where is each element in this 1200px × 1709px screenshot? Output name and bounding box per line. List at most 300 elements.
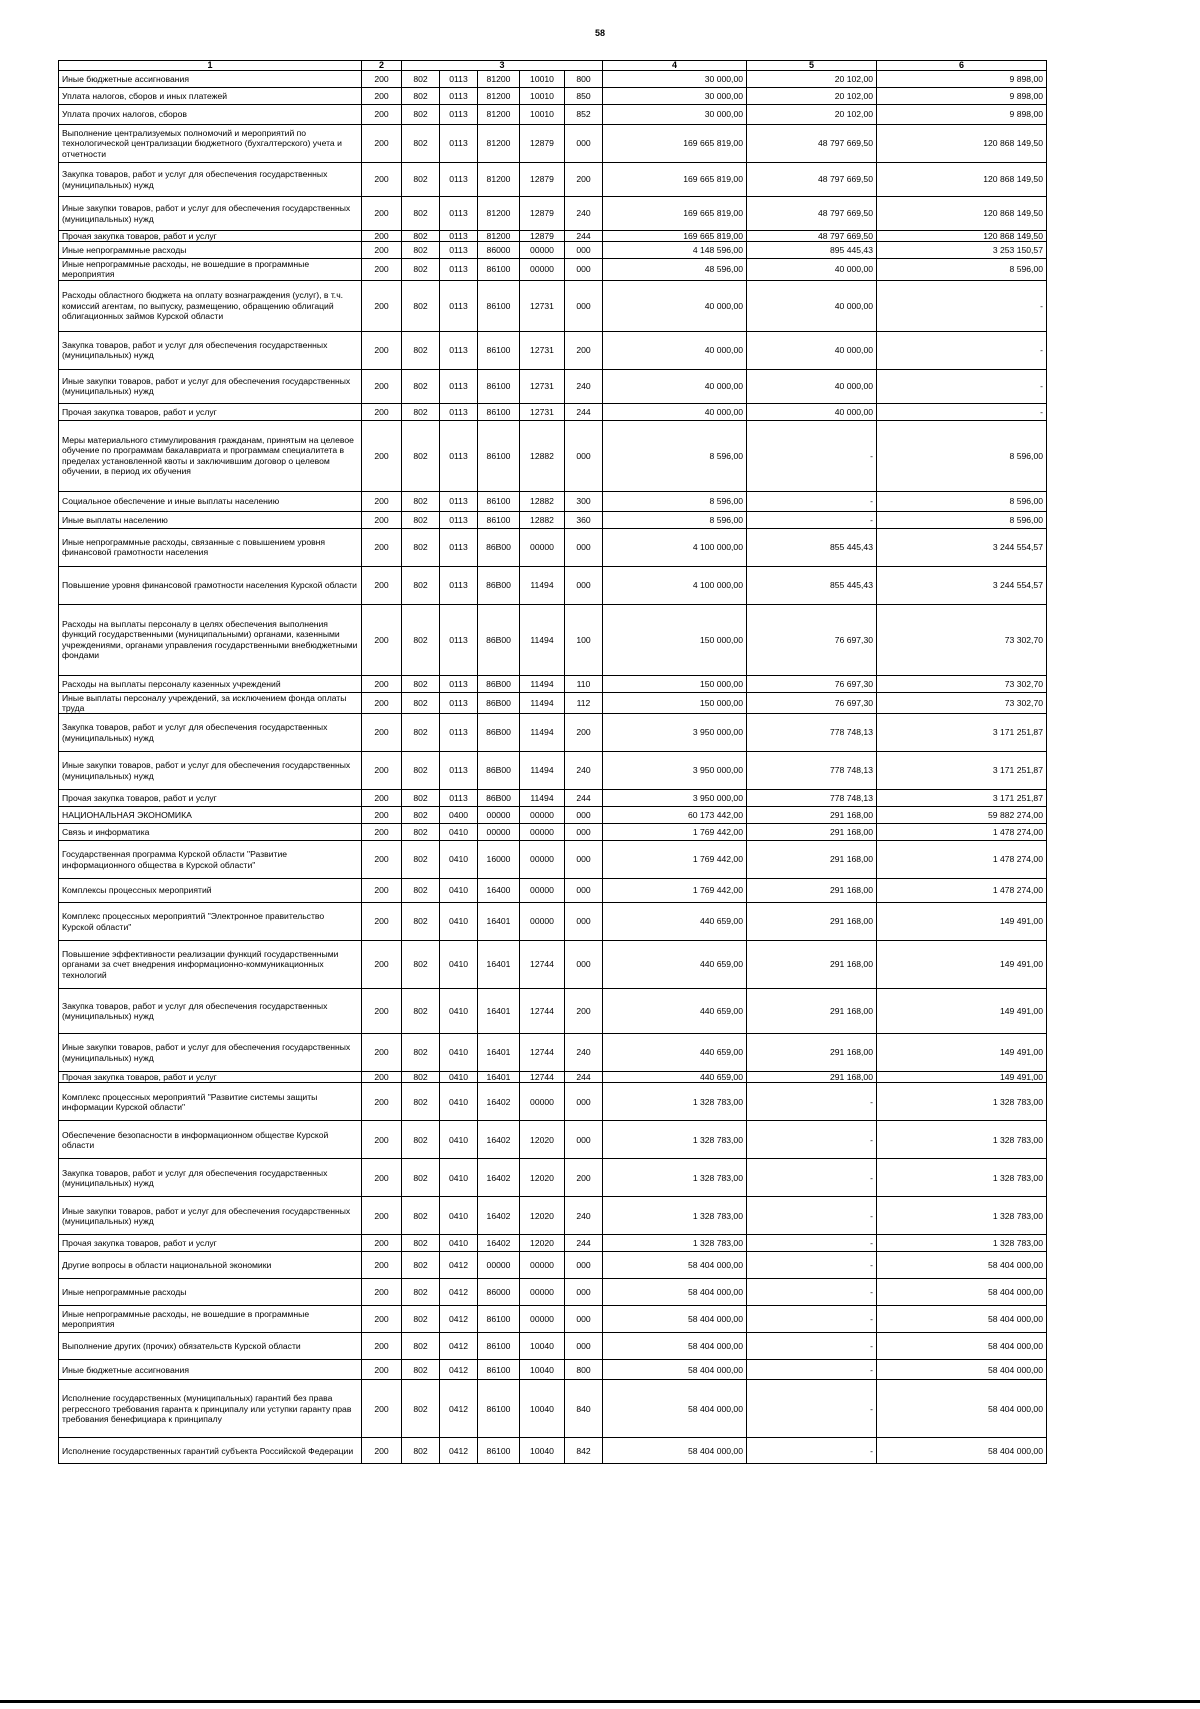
- program-code: 86000: [478, 242, 520, 259]
- amount-col6: 8 596,00: [877, 259, 1047, 280]
- table-header-row: [59, 61, 1047, 71]
- amount-col6: 3 244 554,57: [877, 528, 1047, 566]
- amount-col6: 120 868 149,50: [877, 163, 1047, 197]
- amount-col4: 440 659,00: [603, 903, 747, 941]
- table-row: [59, 197, 1047, 231]
- col2-code: 200: [362, 1279, 402, 1306]
- col2-code: 200: [362, 163, 402, 197]
- direction-code: 00000: [520, 1279, 565, 1306]
- direction-code: 10040: [520, 1333, 565, 1360]
- col2-code: 200: [362, 1333, 402, 1360]
- direction-code: 10040: [520, 1360, 565, 1380]
- amount-col5: -: [747, 491, 877, 511]
- expense-type-code: 000: [565, 1083, 603, 1121]
- col2-code: 200: [362, 714, 402, 752]
- amount-col5: 291 168,00: [747, 879, 877, 903]
- amount-col4: 1 769 442,00: [603, 879, 747, 903]
- col2-code: 200: [362, 369, 402, 403]
- amount-col4: 8 596,00: [603, 511, 747, 528]
- table-row: [59, 1306, 1047, 1333]
- program-code: 86100: [478, 259, 520, 280]
- chief-admin-code: 802: [402, 1306, 440, 1333]
- amount-col4: 30 000,00: [603, 88, 747, 105]
- chief-admin-code: 802: [402, 1197, 440, 1235]
- row-description: Повышение уровня финансовой грамотности населения Курской области: [59, 566, 362, 604]
- amount-col5: 76 697,30: [747, 675, 877, 692]
- amount-col5: 778 748,13: [747, 790, 877, 807]
- table-row: [59, 1197, 1047, 1235]
- col2-code: 200: [362, 903, 402, 941]
- row-description: Закупка товаров, работ и услуг для обеспечения государственных (муниципальных) нужд: [59, 331, 362, 369]
- direction-code: 12731: [520, 369, 565, 403]
- expense-type-code: 000: [565, 1333, 603, 1360]
- program-code: 86B00: [478, 566, 520, 604]
- amount-col4: 4 100 000,00: [603, 528, 747, 566]
- direction-code: 12744: [520, 941, 565, 989]
- amount-col4: 1 328 783,00: [603, 1235, 747, 1252]
- program-code: 86100: [478, 1333, 520, 1360]
- amount-col6: 58 404 000,00: [877, 1333, 1047, 1360]
- program-code: 86B00: [478, 752, 520, 790]
- expense-type-code: 300: [565, 491, 603, 511]
- amount-col6: 8 596,00: [877, 491, 1047, 511]
- amount-col4: 40 000,00: [603, 331, 747, 369]
- expense-type-code: 000: [565, 1306, 603, 1333]
- budget-table-wrapper: [58, 60, 1047, 1464]
- amount-col6: 73 302,70: [877, 604, 1047, 675]
- program-code: 86100: [478, 491, 520, 511]
- amount-col5: 40 000,00: [747, 403, 877, 420]
- program-code: 86100: [478, 403, 520, 420]
- program-code: 16402: [478, 1121, 520, 1159]
- expense-type-code: 000: [565, 903, 603, 941]
- section-code: 0113: [440, 242, 478, 259]
- amount-col6: -: [877, 331, 1047, 369]
- program-code: 16401: [478, 941, 520, 989]
- amount-col5: -: [747, 1252, 877, 1279]
- amount-col5: 291 168,00: [747, 1072, 877, 1083]
- amount-col4: 40 000,00: [603, 403, 747, 420]
- section-code: 0410: [440, 1121, 478, 1159]
- amount-col5: 778 748,13: [747, 752, 877, 790]
- amount-col5: 855 445,43: [747, 566, 877, 604]
- row-description: Уплата прочих налогов, сборов: [59, 105, 362, 125]
- col2-code: 200: [362, 420, 402, 491]
- amount-col5: -: [747, 1360, 877, 1380]
- program-code: 00000: [478, 1252, 520, 1279]
- section-code: 0410: [440, 1083, 478, 1121]
- direction-code: 11494: [520, 752, 565, 790]
- amount-col5: -: [747, 1380, 877, 1438]
- section-code: 0113: [440, 491, 478, 511]
- amount-col4: 150 000,00: [603, 692, 747, 713]
- amount-col6: 1 478 274,00: [877, 879, 1047, 903]
- section-code: 0412: [440, 1360, 478, 1380]
- amount-col4: 8 596,00: [603, 420, 747, 491]
- col2-code: 200: [362, 1034, 402, 1072]
- row-description: Иные закупки товаров, работ и услуг для обеспечения государственных (муниципальных) нужд: [59, 752, 362, 790]
- amount-col5: 40 000,00: [747, 280, 877, 331]
- amount-col5: -: [747, 1333, 877, 1360]
- amount-col6: 8 596,00: [877, 511, 1047, 528]
- table-row: [59, 566, 1047, 604]
- section-code: 0412: [440, 1252, 478, 1279]
- table-row: [59, 604, 1047, 675]
- section-code: 0113: [440, 231, 478, 242]
- amount-col5: 40 000,00: [747, 369, 877, 403]
- direction-code: 00000: [520, 879, 565, 903]
- section-code: 0113: [440, 420, 478, 491]
- amount-col5: 76 697,30: [747, 604, 877, 675]
- amount-col4: 60 173 442,00: [603, 807, 747, 824]
- expense-type-code: 240: [565, 197, 603, 231]
- direction-code: 00000: [520, 903, 565, 941]
- amount-col4: 440 659,00: [603, 1072, 747, 1083]
- col2-code: 200: [362, 1360, 402, 1380]
- header-col-2: 2: [362, 61, 402, 71]
- chief-admin-code: 802: [402, 331, 440, 369]
- col2-code: 200: [362, 879, 402, 903]
- amount-col4: 4 100 000,00: [603, 566, 747, 604]
- amount-col4: 30 000,00: [603, 71, 747, 88]
- chief-admin-code: 802: [402, 790, 440, 807]
- program-code: 86100: [478, 1306, 520, 1333]
- amount-col6: 58 404 000,00: [877, 1438, 1047, 1464]
- section-code: 0113: [440, 88, 478, 105]
- expense-type-code: 240: [565, 369, 603, 403]
- amount-col4: 4 148 596,00: [603, 242, 747, 259]
- chief-admin-code: 802: [402, 280, 440, 331]
- direction-code: 12731: [520, 403, 565, 420]
- expense-type-code: 244: [565, 1235, 603, 1252]
- col2-code: 200: [362, 1121, 402, 1159]
- row-description: Комплекс процессных мероприятий "Развитие системы защиты информации Курской области": [59, 1083, 362, 1121]
- amount-col6: -: [877, 280, 1047, 331]
- amount-col5: 291 168,00: [747, 807, 877, 824]
- chief-admin-code: 802: [402, 1438, 440, 1464]
- chief-admin-code: 802: [402, 1083, 440, 1121]
- chief-admin-code: 802: [402, 1279, 440, 1306]
- expense-type-code: 000: [565, 242, 603, 259]
- amount-col5: -: [747, 1235, 877, 1252]
- col2-code: 200: [362, 528, 402, 566]
- expense-type-code: 842: [565, 1438, 603, 1464]
- amount-col4: 58 404 000,00: [603, 1306, 747, 1333]
- col2-code: 200: [362, 125, 402, 163]
- table-row: [59, 105, 1047, 125]
- section-code: 0113: [440, 259, 478, 280]
- program-code: 81200: [478, 105, 520, 125]
- amount-col4: 3 950 000,00: [603, 752, 747, 790]
- row-description: Иные непрограммные расходы: [59, 1279, 362, 1306]
- table-row: [59, 88, 1047, 105]
- section-code: 0412: [440, 1279, 478, 1306]
- table-row: [59, 879, 1047, 903]
- amount-col5: -: [747, 1159, 877, 1197]
- amount-col6: 3 171 251,87: [877, 790, 1047, 807]
- table-row: [59, 692, 1047, 713]
- amount-col5: 40 000,00: [747, 259, 877, 280]
- section-code: 0410: [440, 1197, 478, 1235]
- expense-type-code: 200: [565, 989, 603, 1034]
- col2-code: 200: [362, 941, 402, 989]
- program-code: 81200: [478, 71, 520, 88]
- row-description: Прочая закупка товаров, работ и услуг: [59, 790, 362, 807]
- direction-code: 00000: [520, 824, 565, 841]
- row-description: Иные непрограммные расходы, связанные с повышением уровня финансовой грамотности населения: [59, 528, 362, 566]
- direction-code: 12882: [520, 420, 565, 491]
- direction-code: 11494: [520, 604, 565, 675]
- row-description: Связь и информатика: [59, 824, 362, 841]
- row-description: Расходы на выплаты персоналу в целях обеспечения выполнения функций государственными (муниципальными) органами, казенными учреждениями, органами управления государственными внебюджетными фондами: [59, 604, 362, 675]
- expense-type-code: 240: [565, 1197, 603, 1235]
- expense-type-code: 110: [565, 675, 603, 692]
- row-description: Меры материального стимулирования гражданам, принятым на целевое обучение по программам бакалавриата и программам специалитета в пределах установленной квоты и заключившим договор о целевом обучении, в период их обучения: [59, 420, 362, 491]
- table-row: [59, 752, 1047, 790]
- section-code: 0410: [440, 941, 478, 989]
- section-code: 0113: [440, 528, 478, 566]
- col2-code: 200: [362, 824, 402, 841]
- col2-code: 200: [362, 1380, 402, 1438]
- col2-code: 200: [362, 752, 402, 790]
- amount-col5: 20 102,00: [747, 71, 877, 88]
- chief-admin-code: 802: [402, 1034, 440, 1072]
- row-description: Иные закупки товаров, работ и услуг для обеспечения государственных (муниципальных) нужд: [59, 197, 362, 231]
- amount-col6: 1 478 274,00: [877, 841, 1047, 879]
- amount-col4: 440 659,00: [603, 1034, 747, 1072]
- row-description: Комплекс процессных мероприятий "Электронное правительство Курской области": [59, 903, 362, 941]
- col2-code: 200: [362, 242, 402, 259]
- amount-col6: 9 898,00: [877, 88, 1047, 105]
- col2-code: 200: [362, 403, 402, 420]
- section-code: 0113: [440, 331, 478, 369]
- expense-type-code: 000: [565, 824, 603, 841]
- row-description: Прочая закупка товаров, работ и услуг: [59, 1235, 362, 1252]
- expense-type-code: 800: [565, 1360, 603, 1380]
- expense-type-code: 000: [565, 420, 603, 491]
- col2-code: 200: [362, 1235, 402, 1252]
- table-row: [59, 71, 1047, 88]
- table-row: [59, 163, 1047, 197]
- chief-admin-code: 802: [402, 807, 440, 824]
- row-description: НАЦИОНАЛЬНАЯ ЭКОНОМИКА: [59, 807, 362, 824]
- section-code: 0410: [440, 1159, 478, 1197]
- chief-admin-code: 802: [402, 511, 440, 528]
- amount-col6: 1 328 783,00: [877, 1235, 1047, 1252]
- chief-admin-code: 802: [402, 989, 440, 1034]
- chief-admin-code: 802: [402, 259, 440, 280]
- section-code: 0113: [440, 714, 478, 752]
- direction-code: 12020: [520, 1121, 565, 1159]
- amount-col4: 40 000,00: [603, 280, 747, 331]
- chief-admin-code: 802: [402, 604, 440, 675]
- row-description: Исполнение государственных (муниципальных) гарантий без права регрессного требования гаранта к принципалу или уступки гаранту прав требования бенефициара к принципалу: [59, 1380, 362, 1438]
- amount-col6: 58 404 000,00: [877, 1380, 1047, 1438]
- program-code: 16402: [478, 1235, 520, 1252]
- chief-admin-code: 802: [402, 675, 440, 692]
- amount-col6: 73 302,70: [877, 675, 1047, 692]
- table-row: [59, 511, 1047, 528]
- table-row: [59, 1159, 1047, 1197]
- expense-type-code: 000: [565, 841, 603, 879]
- row-description: Расходы областного бюджета на оплату вознаграждения (услуг), в т.ч. комиссий агентам, по выпуску, размещению, обращению облигаций облигационных займов Курской области: [59, 280, 362, 331]
- expense-type-code: 200: [565, 163, 603, 197]
- col2-code: 200: [362, 331, 402, 369]
- chief-admin-code: 802: [402, 692, 440, 713]
- direction-code: 12731: [520, 280, 565, 331]
- table-row: [59, 491, 1047, 511]
- program-code: 86B00: [478, 528, 520, 566]
- amount-col4: 58 404 000,00: [603, 1279, 747, 1306]
- amount-col6: 149 491,00: [877, 989, 1047, 1034]
- amount-col5: 291 168,00: [747, 941, 877, 989]
- direction-code: 12744: [520, 1072, 565, 1083]
- page-number: 58: [594, 28, 605, 38]
- expense-type-code: 000: [565, 280, 603, 331]
- row-description: Иные выплаты персоналу учреждений, за исключением фонда оплаты труда: [59, 692, 362, 713]
- section-code: 0410: [440, 903, 478, 941]
- row-description: Иные непрограммные расходы, не вошедшие в программные мероприятия: [59, 1306, 362, 1333]
- direction-code: 12879: [520, 197, 565, 231]
- chief-admin-code: 802: [402, 1252, 440, 1279]
- amount-col4: 440 659,00: [603, 941, 747, 989]
- direction-code: 12020: [520, 1159, 565, 1197]
- program-code: 81200: [478, 88, 520, 105]
- section-code: 0113: [440, 105, 478, 125]
- expense-type-code: 240: [565, 752, 603, 790]
- header-col-4: 4: [603, 61, 747, 71]
- direction-code: 12020: [520, 1235, 565, 1252]
- expense-type-code: 200: [565, 331, 603, 369]
- program-code: 86100: [478, 369, 520, 403]
- chief-admin-code: 802: [402, 879, 440, 903]
- header-col-5: 5: [747, 61, 877, 71]
- amount-col6: 3 253 150,57: [877, 242, 1047, 259]
- section-code: 0400: [440, 807, 478, 824]
- expense-type-code: 200: [565, 1159, 603, 1197]
- amount-col5: -: [747, 1121, 877, 1159]
- program-code: 86B00: [478, 790, 520, 807]
- direction-code: 00000: [520, 841, 565, 879]
- section-code: 0113: [440, 197, 478, 231]
- amount-col4: 58 404 000,00: [603, 1360, 747, 1380]
- amount-col5: -: [747, 1083, 877, 1121]
- chief-admin-code: 802: [402, 197, 440, 231]
- col2-code: 200: [362, 491, 402, 511]
- direction-code: 11494: [520, 790, 565, 807]
- chief-admin-code: 802: [402, 841, 440, 879]
- amount-col4: 1 769 442,00: [603, 841, 747, 879]
- amount-col5: -: [747, 420, 877, 491]
- table-row: [59, 1235, 1047, 1252]
- header-col-6: 6: [877, 61, 1047, 71]
- amount-col6: 58 404 000,00: [877, 1306, 1047, 1333]
- col2-code: 200: [362, 1438, 402, 1464]
- direction-code: 00000: [520, 1306, 565, 1333]
- row-description: Повышение эффективности реализации функций государственными органами за счет внедрения информационно-коммуникационных технологий: [59, 941, 362, 989]
- header-col-1: 1: [59, 61, 362, 71]
- amount-col5: -: [747, 511, 877, 528]
- section-code: 0113: [440, 790, 478, 807]
- direction-code: 12744: [520, 1034, 565, 1072]
- chief-admin-code: 802: [402, 242, 440, 259]
- amount-col4: 58 404 000,00: [603, 1252, 747, 1279]
- amount-col4: 1 328 783,00: [603, 1121, 747, 1159]
- chief-admin-code: 802: [402, 1235, 440, 1252]
- program-code: 16401: [478, 903, 520, 941]
- amount-col4: 58 404 000,00: [603, 1380, 747, 1438]
- chief-admin-code: 802: [402, 941, 440, 989]
- amount-col4: 1 328 783,00: [603, 1159, 747, 1197]
- section-code: 0113: [440, 163, 478, 197]
- row-description: Закупка товаров, работ и услуг для обеспечения государственных (муниципальных) нужд: [59, 714, 362, 752]
- amount-col4: 169 665 819,00: [603, 197, 747, 231]
- amount-col5: -: [747, 1279, 877, 1306]
- direction-code: 11494: [520, 675, 565, 692]
- table-row: [59, 369, 1047, 403]
- amount-col6: 9 898,00: [877, 105, 1047, 125]
- col2-code: 200: [362, 1072, 402, 1083]
- expense-type-code: 000: [565, 807, 603, 824]
- chief-admin-code: 802: [402, 105, 440, 125]
- direction-code: 10040: [520, 1380, 565, 1438]
- col2-code: 200: [362, 1252, 402, 1279]
- program-code: 86000: [478, 1279, 520, 1306]
- amount-col6: 149 491,00: [877, 903, 1047, 941]
- amount-col6: 58 404 000,00: [877, 1252, 1047, 1279]
- expense-type-code: 244: [565, 231, 603, 242]
- program-code: 00000: [478, 807, 520, 824]
- amount-col4: 48 596,00: [603, 259, 747, 280]
- chief-admin-code: 802: [402, 1360, 440, 1380]
- expense-type-code: 100: [565, 604, 603, 675]
- table-row: [59, 824, 1047, 841]
- amount-col4: 1 328 783,00: [603, 1197, 747, 1235]
- amount-col6: 59 882 274,00: [877, 807, 1047, 824]
- row-description: Расходы на выплаты персоналу казенных учреждений: [59, 675, 362, 692]
- table-row: [59, 903, 1047, 941]
- amount-col6: 1 328 783,00: [877, 1159, 1047, 1197]
- section-code: 0410: [440, 879, 478, 903]
- amount-col5: 778 748,13: [747, 714, 877, 752]
- amount-col6: 1 328 783,00: [877, 1121, 1047, 1159]
- budget-table: [58, 60, 1047, 1464]
- section-code: 0410: [440, 1072, 478, 1083]
- row-description: Иные бюджетные ассигнования: [59, 1360, 362, 1380]
- col2-code: 200: [362, 280, 402, 331]
- table-row: [59, 714, 1047, 752]
- col2-code: 200: [362, 790, 402, 807]
- section-code: 0113: [440, 403, 478, 420]
- row-description: Закупка товаров, работ и услуг для обеспечения государственных (муниципальных) нужд: [59, 1159, 362, 1197]
- expense-type-code: 800: [565, 71, 603, 88]
- amount-col5: 291 168,00: [747, 1034, 877, 1072]
- row-description: Другие вопросы в области национальной экономики: [59, 1252, 362, 1279]
- section-code: 0412: [440, 1306, 478, 1333]
- table-row: [59, 242, 1047, 259]
- col2-code: 200: [362, 105, 402, 125]
- section-code: 0113: [440, 125, 478, 163]
- amount-col6: 149 491,00: [877, 941, 1047, 989]
- table-row: [59, 841, 1047, 879]
- section-code: 0113: [440, 280, 478, 331]
- direction-code: 10010: [520, 105, 565, 125]
- row-description: Социальное обеспечение и иные выплаты населению: [59, 491, 362, 511]
- table-row: [59, 941, 1047, 989]
- chief-admin-code: 802: [402, 231, 440, 242]
- amount-col6: 8 596,00: [877, 420, 1047, 491]
- amount-col6: 9 898,00: [877, 71, 1047, 88]
